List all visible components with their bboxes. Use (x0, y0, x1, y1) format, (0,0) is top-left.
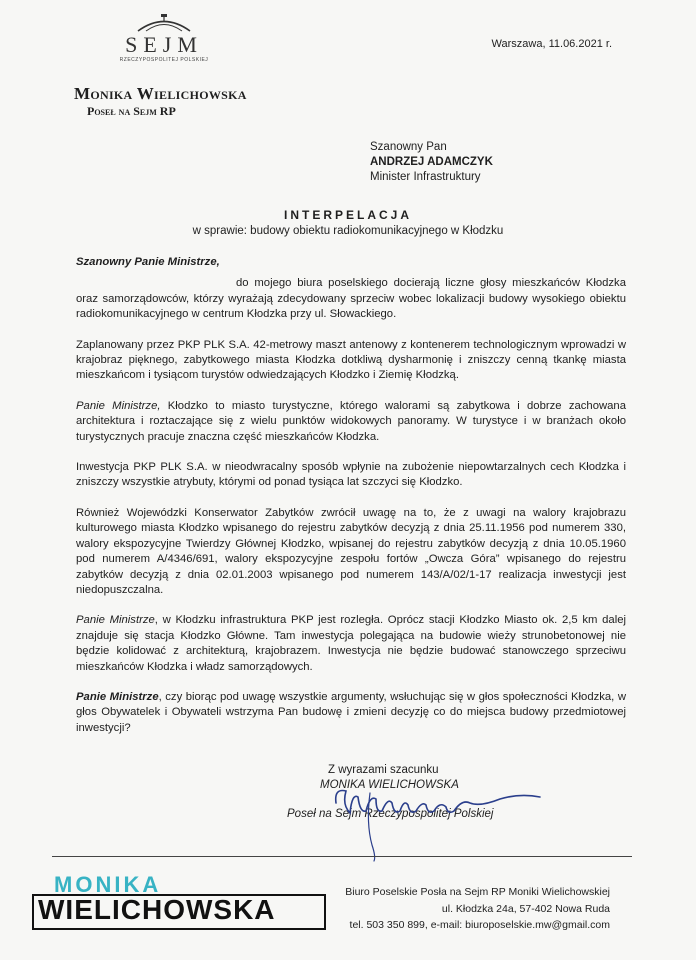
sender-title: Poseł na Sejm RP (87, 104, 176, 118)
paragraph-7 (76, 690, 626, 736)
brand-first-name: MONIKA (54, 872, 162, 897)
paragraph-6-text: , w Kłodzku infrastruktura PKP jest rozległa. Oprócz stacji Kłodzko Miasto ok. 2,5 km dalej znajduje się stacja Kłodzko Główne. Tam inwestycja polegająca na budowie wieży strunobetonowej nie będzie kolidować z architekturą, krajobrazem. Inwestycja nie będzie budować stanowczego sprzeciwu mieszkańców Kłodzka i władz samorządowych. (76, 614, 627, 673)
paragraph-6-lead: Panie Ministrze (76, 614, 155, 627)
closing-role: Poseł na Sejm Rzeczypospolitej Polskiej (287, 808, 494, 820)
paragraph-5: Również Wojewódzki Konserwator Zabytków zwrócił uwagę na to, że z uwagi na walory krajobrazu kulturowego miasta Kłodzko wpisanego do rejestru zabytków decyzją z dnia 25.11.1956 pod numerem 330, walory ekspozycyjne Twierdzy Głównej Kłodzko, wpisanej do rejestru zabytków decyzją z dnia 10.05.1960 pod numerem A/4346/691, walory ekspozycyjne zespołu fortów „Owcza Góra” wpisanego do rejestru zabytków decyzją z dnia 02.01.2003 wpisanego pod numerem 143/A/02/1-17 realizacja inwestycji jest niedopuszczalna. (76, 506, 626, 596)
footer-divider (52, 856, 632, 857)
addressee-name: ANDRZEJ ADAMCZYK (370, 156, 493, 168)
addressee-block (370, 140, 493, 185)
heading-subtitle: w sprawie: budowy obiektu radiokomunikacyjnego w Kłodzku (192, 225, 504, 237)
heading-title: INTERPELACJA (283, 208, 412, 222)
sejm-logo (118, 14, 210, 76)
paragraph-2: Zaplanowany przez PKP PLK S.A. 42-metrowy maszt antenowy z kontenerem technologicznym wprowadzi w krajobraz pięknego, zabytkowego miasta Kłodzka dotkliwą dysharmonię i zniszczy cenną tkankę miasta mieszkańcom i tysiącom turystów odwiedzających Kłodzko i Ziemię Kłodzką. (76, 338, 626, 382)
paragraph-1: do mojego biura poselskiego docierają liczne głosy mieszkańców Kłodzka oraz samorządowców, którzy wyrażają zdecydowany sprzeciw wobec lokalizacji budowy wysokiego obiektu radiokomunikacyjnego w centrum Kłodzka przy ul. Słowackiego. (76, 277, 626, 321)
sender-name: Monika Wielichowska (74, 84, 247, 103)
paragraph-4: Inwestycja PKP PLK S.A. w nieodwracalny sposób wpłynie na zubożenie niepowtarzalnych cech Kłodzka i zniszczy wszystkie atrybuty, którymi od ponad tysiąca lat szczyci się Kłodzko. (76, 461, 626, 489)
paragraph-3-lead: Panie Ministrze, (76, 399, 161, 412)
paragraph-7-lead: Panie Ministrze (76, 690, 159, 703)
addressee-greeting: Szanowny Pan (370, 141, 447, 153)
office-address: ul. Kłodzka 24a, 57-402 Nowa Ruda (441, 902, 610, 915)
brand-last-name: WIELICHOWSKA (38, 894, 276, 925)
letter-heading (0, 208, 696, 237)
paragraph-3 (76, 399, 626, 445)
paragraph-7-text: , czy biorąc pod uwagę wszystkie argumenty, wsłuchując się w głos społeczności Kłodzka, w głos Obywatelek i Obywateli wstrzyma Pan budowę i zmieni decyzję co do miejsca budowy przedmiotowej inwestycji? (76, 690, 626, 734)
addressee-role: Minister Infrastruktury (370, 171, 481, 183)
letter-body (76, 255, 626, 751)
office-contact (345, 884, 610, 934)
parliament-dome-icon (132, 14, 196, 32)
office-name: Biuro Poselskie Posła na Sejm RP Moniki Wielichowskiej (345, 886, 610, 898)
paragraph-3-text: Kłodzko to miasto turystyczne, którego walorami są zabytkowa i dobrze zachowana architektura i roztaczające się z wielu punktów widokowych panoramy. W turystyce i w branżach około turystycznych pracuje znaczna część mieszkańców Kłodzka. (76, 399, 626, 443)
closing-name: MONIKA WIELICHOWSKA (320, 779, 459, 791)
closing-regards: Z wyrazami szacunku (328, 764, 439, 776)
logo-subtitle: RZECZYPOSPOLITEJ POLSKIEJ (119, 57, 209, 63)
paragraph-6 (76, 613, 626, 675)
brand-logo (32, 872, 328, 930)
salutation: Szanowny Panie Ministrze, (76, 256, 220, 268)
logo-wordmark: SEJM (125, 32, 203, 57)
letter-date: Warszawa, 11.06.2021 r. (491, 38, 612, 50)
handwritten-signature (330, 783, 570, 863)
office-phone-email: tel. 503 350 899, e-mail: biuroposelskie.mw@gmail.com (349, 919, 610, 931)
